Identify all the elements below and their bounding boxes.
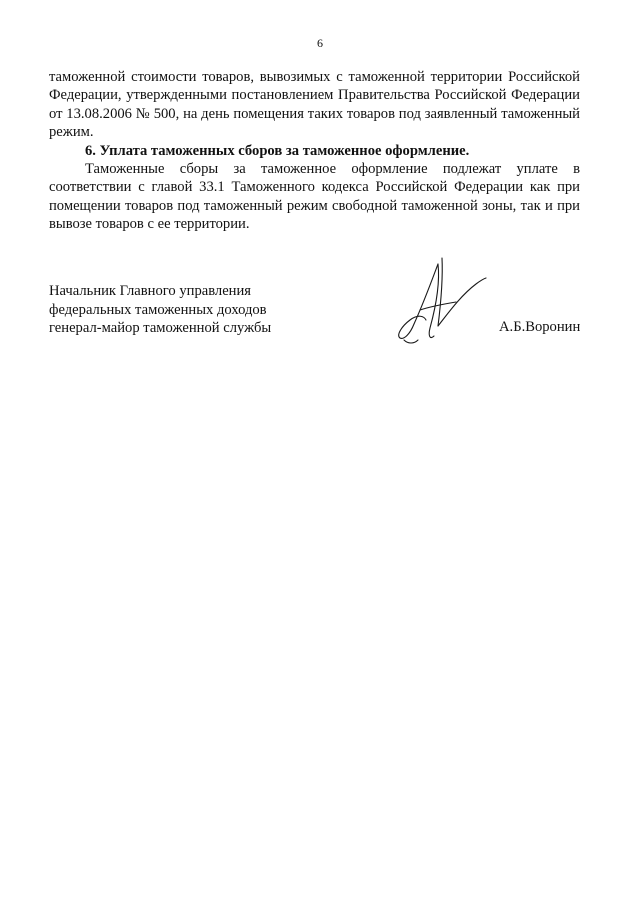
signatory-position-line: генерал-майор таможенной службы [49,320,272,337]
page-number: 6 [317,36,323,50]
document-body [49,68,580,234]
signatory-name: А.Б.Воронин [499,319,581,335]
paragraph-customs-fees: Таможенные сборы за таможенное оформление подлежат уплате в соответствии с главой 33.1 Таможенного кодекса Российской Федерации как при помещении товаров под таможенный режим свободной таможенной зоны, так и при вывозе товаров с ее территории. [49,161,580,233]
handwritten-signature [380,240,500,350]
signatory-position-line: федеральных таможенных доходов [49,301,267,318]
section-heading-customs-fees: 6. Уплата таможенных сборов за таможенное оформление. [85,142,470,159]
paragraph-customs-value-continuation: таможенной стоимости товаров, вывозимых с таможенной территории Российской Федерации, утвержденными постановлением Правительства Российской Федерации от 13.08.2006 № 500, на день помещения таких товаров под заявленный таможенный режим. [49,69,580,141]
signatory-position-line: Начальник Главного управления [49,283,252,299]
signatory-position [49,282,271,338]
